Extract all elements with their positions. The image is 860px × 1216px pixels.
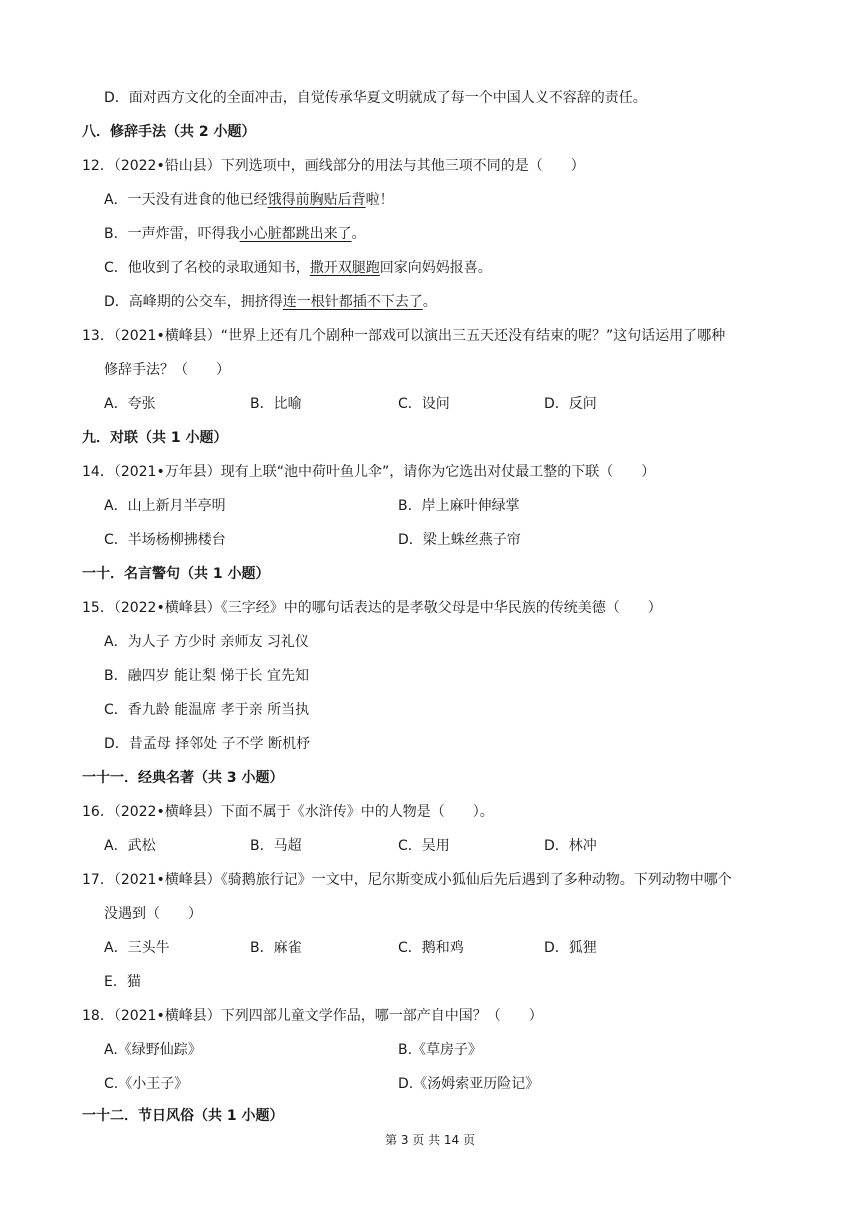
q12-option-d — [104, 292, 437, 312]
q17-stem-line2: 没遇到（ ） — [104, 906, 202, 922]
q12-option-a — [104, 190, 394, 210]
q12-b-tail: 。 — [351, 226, 366, 242]
q18-option-d: D.《汤姆索亚历险记》 — [398, 1076, 540, 1092]
q12-a-text: A．一天没有进食的他已经 — [104, 192, 268, 208]
q15-option-b: B．融四岁 能让梨 悌于长 宜先知 — [104, 668, 309, 684]
q12-b-text: B．一声炸雷，吓得我 — [104, 226, 240, 242]
q16-option-b: B．马超 — [250, 838, 302, 854]
section-9-heading: 九．对联（共 1 小题） — [82, 430, 228, 446]
q12-c-underlined: 撒开双腿跑 — [309, 260, 380, 276]
q17-stem-line1: 17．（2021•横峰县）《骑鹅旅行记》一文中，尼尔斯变成小狐仙后先后遇到了多种动物。下列动物中哪个 — [82, 872, 732, 888]
q12-stem: 12．（2022•铅山县）下列选项中，画线部分的用法与其他三项不同的是（ ） — [82, 158, 585, 174]
page-footer: 第 3 页 共 14 页 — [385, 1133, 475, 1147]
q12-a-tail: 啦！ — [365, 192, 394, 208]
q13-option-b: B．比喻 — [250, 396, 302, 412]
q17-option-e: E．猫 — [104, 974, 141, 990]
q13-option-c: C．设问 — [398, 396, 450, 412]
section-10-heading: 一十．名言警句（共 1 小题） — [82, 566, 270, 582]
q15-option-d: D．昔孟母 择邻处 子不学 断机杼 — [104, 736, 311, 752]
q16-stem: 16．（2022•横峰县）下面不属于《水浒传》中的人物是（ ）。 — [82, 804, 494, 820]
q17-option-a: A．三头牛 — [104, 940, 170, 956]
q16-option-d: D．林冲 — [544, 838, 597, 854]
q15-option-c: C．香九龄 能温席 孝于亲 所当执 — [104, 702, 310, 718]
q18-option-a: A.《绿野仙踪》 — [104, 1042, 202, 1058]
q18-option-b: B.《草房子》 — [398, 1042, 483, 1058]
section-8-heading: 八．修辞手法（共 2 小题） — [82, 124, 256, 140]
q12-option-b — [104, 224, 366, 244]
q15-option-a: A．为人子 方少时 亲师友 习礼仪 — [104, 634, 309, 650]
q18-stem: 18．（2021•横峰县）下列四部儿童文学作品，哪一部产自中国？（ ） — [82, 1008, 543, 1024]
q13-stem-line1: 13．（2021•横峰县）“世界上还有几个剧种一部戏可以演出三五天还没有结束的呢？”这句话运用了哪种 — [82, 328, 726, 344]
q14-option-c: C．半场杨柳拂楼台 — [104, 532, 226, 548]
q17-option-b: B．麻雀 — [250, 940, 302, 956]
q12-d-underlined: 连一根针都插不下去了 — [282, 294, 423, 310]
q14-stem: 14．（2021•万年县）现有上联“池中荷叶鱼儿伞”，请你为它选出对仗最工整的下联（ ） — [82, 464, 656, 480]
q12-c-text: C．他收到了名校的录取通知书， — [104, 260, 310, 276]
q12-c-tail: 回家向妈妈报喜。 — [379, 260, 492, 276]
q18-option-c: C.《小王子》 — [104, 1076, 189, 1092]
q17-option-c: C．鹅和鸡 — [398, 940, 464, 956]
q16-option-c: C．吴用 — [398, 838, 450, 854]
q12-option-c — [104, 258, 492, 278]
q13-option-d: D．反问 — [544, 396, 597, 412]
section-12-heading: 一十二．节日风俗（共 1 小题） — [82, 1108, 284, 1124]
section-11-heading: 一十一．经典名著（共 3 小题） — [82, 770, 284, 786]
q14-option-d: D．梁上蛛丝燕子帘 — [398, 532, 521, 548]
q12-d-tail: 。 — [422, 294, 437, 310]
q12-b-underlined: 小心脏都跳出来了 — [239, 226, 352, 242]
q13-stem-line2: 修辞手法？（ ） — [104, 362, 230, 378]
q12-a-underlined: 饿得前胸贴后背 — [267, 192, 366, 208]
q12-d-text: D．高峰期的公交车，拥挤得 — [104, 294, 283, 310]
q13-option-a: A．夸张 — [104, 396, 156, 412]
q16-option-a: A．武松 — [104, 838, 156, 854]
q14-option-b: B．岸上麻叶伸绿掌 — [398, 498, 520, 514]
q15-stem: 15．（2022•横峰县）《三字经》中的哪句话表达的是孝敬父母是中华民族的传统美德（ ） — [82, 600, 662, 616]
q17-option-d: D．狐狸 — [544, 940, 597, 956]
q11-option-d: D．面对西方文化的全面冲击，自觉传承华夏文明就成了每一个中国人义不容辞的责任。 — [104, 90, 647, 106]
q14-option-a: A．山上新月半亭明 — [104, 498, 226, 514]
